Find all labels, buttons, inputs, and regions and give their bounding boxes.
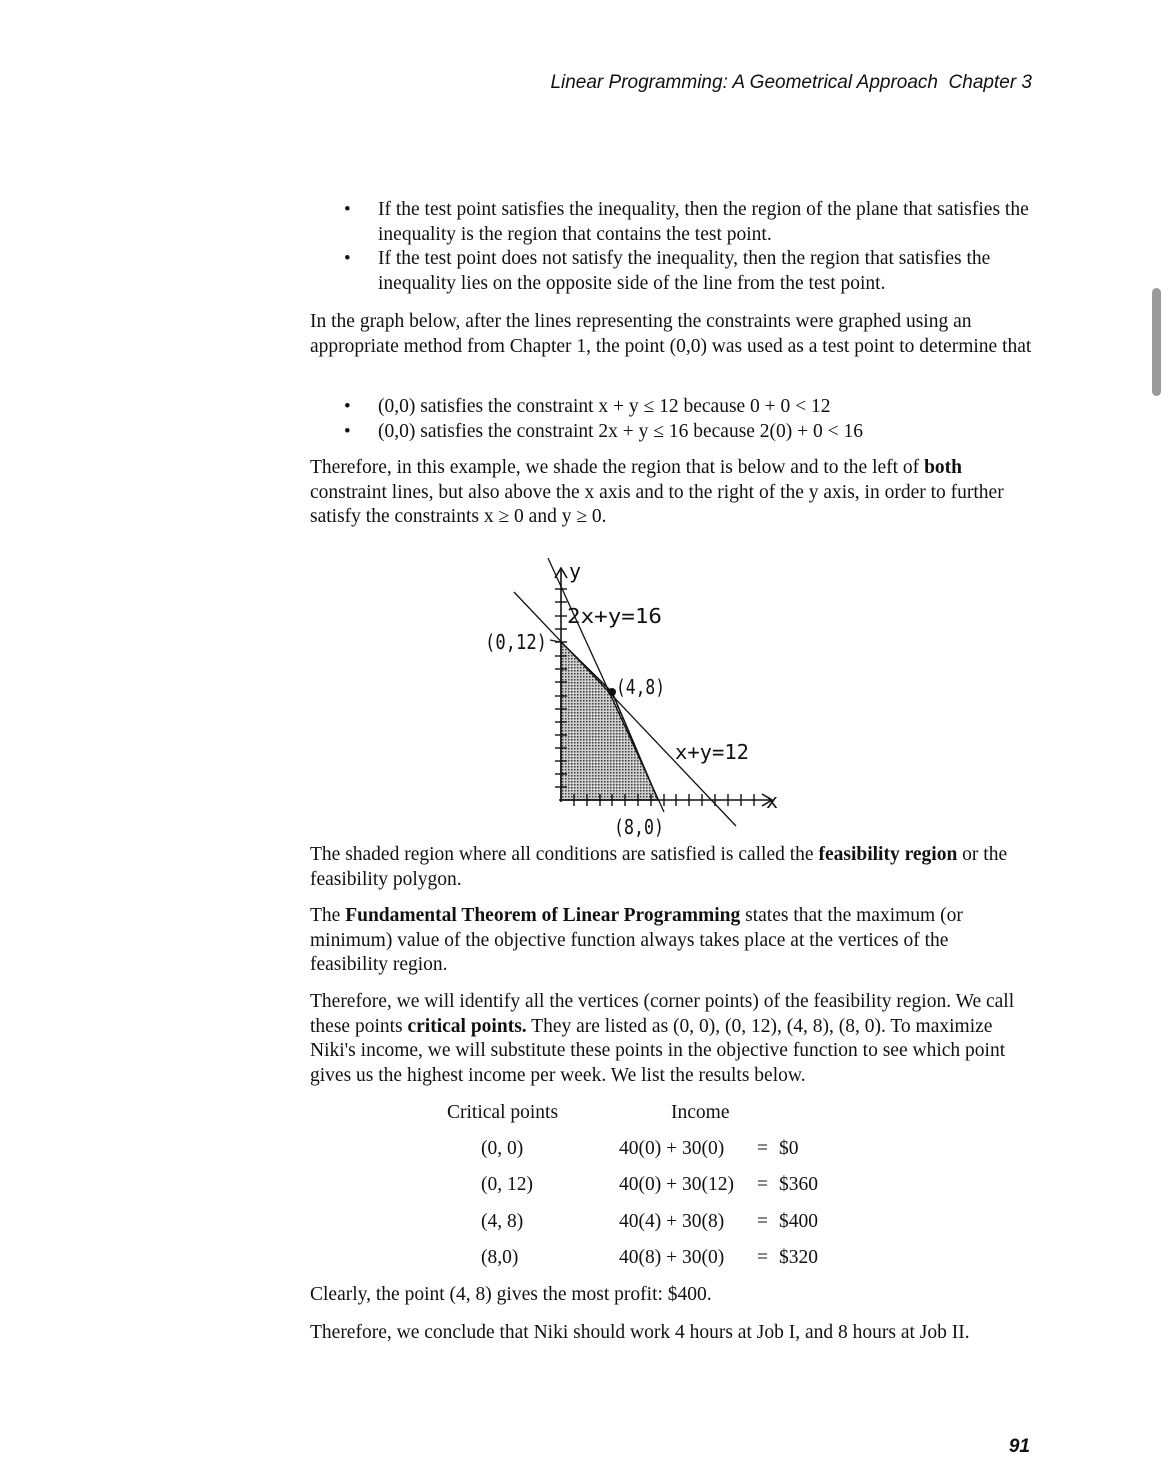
table-cell-point: (0, 12) xyxy=(481,1174,533,1195)
label-point-0-12: (0,12) xyxy=(485,630,547,654)
bullet-item: • If the test point satisfies the inequality, then the region of the plane that satisfies the inequality is the region that contains the test point. xyxy=(310,198,1038,247)
vertices-text-1: Therefore, we will identify all the vertices (corner points) of the feasibility region. We call these points xyxy=(310,991,1015,1037)
table-cell-expr: 40(0) + 30(0) xyxy=(619,1138,725,1159)
table-cell-eq: = xyxy=(757,1138,768,1159)
label-point-8-0: (8,0) xyxy=(614,815,664,839)
table-cell-value: $400 xyxy=(779,1211,818,1232)
table-cell-expr: 40(0) + 30(12) xyxy=(619,1174,734,1195)
table-cell-eq: = xyxy=(757,1174,768,1195)
shade-paragraph xyxy=(310,456,1030,530)
table-cell-eq: = xyxy=(757,1247,768,1268)
label-point-4-8: (4,8) xyxy=(616,675,665,699)
vertex-dot-4-8 xyxy=(608,688,616,696)
bullet-item: • (0,0) satisfies the constraint 2x + y ≤ 16 because 2(0) + 0 < 16 xyxy=(310,420,1038,445)
table-cell-expr: 40(4) + 30(8) xyxy=(619,1211,725,1232)
scrollbar-thumb[interactable] xyxy=(1152,288,1161,396)
label-x-plus-y-12: x+y=12 xyxy=(675,740,749,764)
feasible-text-2: or the feasibility polygon. xyxy=(310,844,1008,890)
shade-text-2: constraint lines, but also above the x axis and to the right of the y axis, in order to further satisfy the constraints x ≥ 0 and y ≥ 0. xyxy=(310,481,1004,527)
feasibility-graph xyxy=(478,550,800,842)
theorem-paragraph xyxy=(310,904,1030,978)
conclusion-hours: Therefore, we conclude that Niki should work 4 hours at Job I, and 8 hours at Job II. xyxy=(310,1322,970,1343)
label-2x-plus-y-16: 2x+y=16 xyxy=(567,604,662,628)
table-cell-value: $0 xyxy=(779,1138,799,1159)
graph-intro-paragraph: In the graph below, after the lines representing the constraints were graphed using an appropriate method from Chapter 1, the point (0,0) was used as a test point to determine that xyxy=(310,311,1032,357)
table-header-points: Critical points xyxy=(447,1102,559,1123)
table-cell-point: (8,0) xyxy=(481,1247,519,1268)
theorem-bold: Fundamental Theorem of Linear Programming xyxy=(345,905,741,926)
axis-label-y: y xyxy=(569,559,582,583)
feasible-region xyxy=(561,642,658,800)
table-cell-eq: = xyxy=(757,1211,768,1232)
table-cell-value: $320 xyxy=(779,1247,818,1268)
shade-bold: both xyxy=(924,457,962,478)
table-cell-point: (4, 8) xyxy=(481,1211,524,1232)
conclusion-profit: Clearly, the point (4, 8) gives the most profit: $400. xyxy=(310,1284,712,1305)
table-cell-point: (0, 0) xyxy=(481,1138,524,1159)
constraint-bullet-list xyxy=(310,395,1038,444)
table-cell-value: $360 xyxy=(779,1174,818,1195)
vertices-text-2: They are listed as (0, 0), (0, 12), (4, 8), (8, 0). To maximize Niki's income, we will substitute these points in the objective function to see which point gives us the highest income per week. We list the results below. xyxy=(310,1015,1006,1086)
vertices-paragraph xyxy=(310,990,1035,1088)
feasible-text-1: The shaded region where all conditions are satisfied is called the xyxy=(310,844,819,865)
page-number: 91 xyxy=(1008,1436,1030,1457)
feasible-paragraph xyxy=(310,843,1040,892)
running-header: Linear Programming: A Geometrical Approach Chapter 3 xyxy=(550,72,1032,93)
test-point-bullet-list xyxy=(310,198,1038,296)
vertices-bold: critical points. xyxy=(407,1015,527,1037)
axis-label-x: x xyxy=(766,789,779,813)
bullet-item: • If the test point does not satisfy the inequality, then the region that satisfies the inequality lies on the opposite side of the line from the test point. xyxy=(310,247,1038,296)
feasible-bold: feasibility region xyxy=(818,844,958,865)
shade-text-1: Therefore, in this example, we shade the region that is below and to the left of xyxy=(310,457,925,478)
theorem-text-2: states that the maximum (or minimum) value of the objective function always takes place at the vertices of the feasibility region. xyxy=(310,905,963,975)
table-header-income: Income xyxy=(671,1102,730,1123)
table-cell-expr: 40(8) + 30(0) xyxy=(619,1247,725,1268)
theorem-text-1: The xyxy=(310,905,346,926)
bullet-item: • (0,0) satisfies the constraint x + y ≤ 12 because 0 + 0 < 12 xyxy=(310,395,1038,420)
